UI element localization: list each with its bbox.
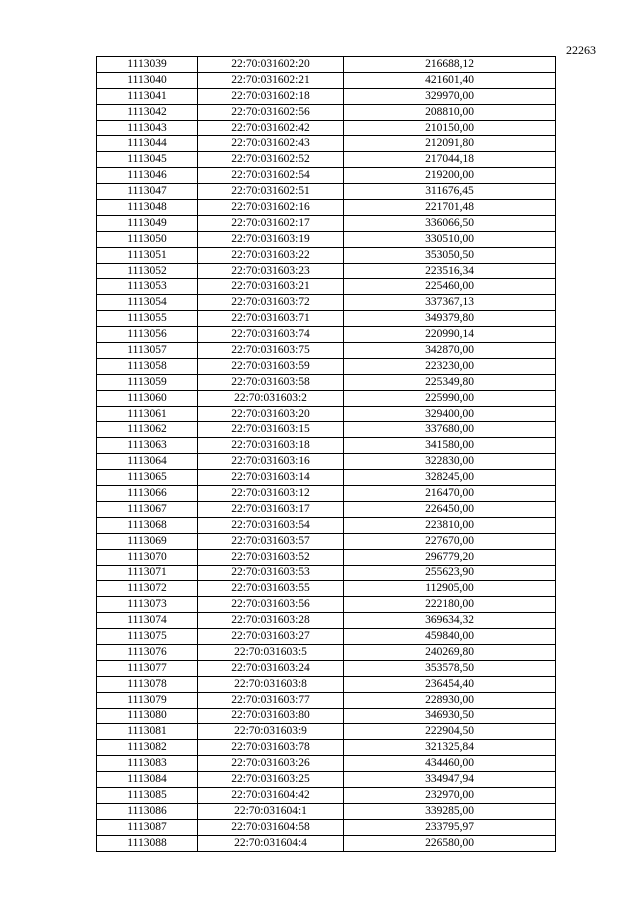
cadastral-value-cell: 225990,00 (344, 390, 556, 406)
cadastral-number-cell: 22:70:031602:18 (198, 88, 344, 104)
row-number-cell: 1113064 (97, 454, 198, 470)
row-number-cell: 1113046 (97, 168, 198, 184)
cadastral-value-cell: 219200,00 (344, 168, 556, 184)
cadastral-value-cell: 329400,00 (344, 406, 556, 422)
cadastral-number-cell: 22:70:031603:54 (198, 517, 344, 533)
table-row (97, 787, 556, 803)
cadastral-number-cell: 22:70:031603:23 (198, 263, 344, 279)
cadastral-value-cell: 233795,97 (344, 819, 556, 835)
cadastral-number-cell: 22:70:031603:15 (198, 422, 344, 438)
table-row (97, 152, 556, 168)
row-number-cell: 1113079 (97, 692, 198, 708)
cadastral-value-cell: 349379,80 (344, 311, 556, 327)
table-row (97, 184, 556, 200)
table-row (97, 613, 556, 629)
table-row (97, 104, 556, 120)
table-row (97, 581, 556, 597)
cadastral-value-cell: 222904,50 (344, 724, 556, 740)
row-number-cell: 1113050 (97, 231, 198, 247)
row-number-cell: 1113070 (97, 549, 198, 565)
row-number-cell: 1113051 (97, 247, 198, 263)
cadastral-value-cell: 421601,40 (344, 72, 556, 88)
table-row (97, 247, 556, 263)
cadastral-number-cell: 22:70:031602:21 (198, 72, 344, 88)
row-number-cell: 1113074 (97, 613, 198, 629)
cadastral-number-cell: 22:70:031602:42 (198, 120, 344, 136)
cadastral-number-cell: 22:70:031603:8 (198, 676, 344, 692)
table-row (97, 692, 556, 708)
cadastral-value-cell: 208810,00 (344, 104, 556, 120)
cadastral-value-cell: 334947,94 (344, 772, 556, 788)
row-number-cell: 1113086 (97, 803, 198, 819)
table-row (97, 708, 556, 724)
table-row (97, 279, 556, 295)
cadastral-number-cell: 22:70:031603:21 (198, 279, 344, 295)
cadastral-value-cell: 337367,13 (344, 295, 556, 311)
table-row (97, 565, 556, 581)
row-number-cell: 1113081 (97, 724, 198, 740)
cadastral-number-cell: 22:70:031603:58 (198, 374, 344, 390)
table-row (97, 660, 556, 676)
row-number-cell: 1113053 (97, 279, 198, 295)
table-row (97, 72, 556, 88)
cadastral-number-cell: 22:70:031603:59 (198, 358, 344, 374)
cadastral-number-cell: 22:70:031602:52 (198, 152, 344, 168)
row-number-cell: 1113044 (97, 136, 198, 152)
cadastral-value-cell: 222180,00 (344, 597, 556, 613)
table-row (97, 517, 556, 533)
cadastral-value-cell: 346930,50 (344, 708, 556, 724)
cadastral-number-cell: 22:70:031603:75 (198, 343, 344, 359)
cadastral-number-cell: 22:70:031602:43 (198, 136, 344, 152)
row-number-cell: 1113082 (97, 740, 198, 756)
cadastral-number-cell: 22:70:031603:80 (198, 708, 344, 724)
cadastral-value-cell: 227670,00 (344, 533, 556, 549)
cadastral-number-cell: 22:70:031603:19 (198, 231, 344, 247)
cadastral-number-cell: 22:70:031602:54 (198, 168, 344, 184)
cadastral-value-cell: 236454,40 (344, 676, 556, 692)
cadastral-number-cell: 22:70:031603:18 (198, 438, 344, 454)
table-row (97, 597, 556, 613)
row-number-cell: 1113058 (97, 358, 198, 374)
row-number-cell: 1113043 (97, 120, 198, 136)
table-row (97, 422, 556, 438)
row-number-cell: 1113042 (97, 104, 198, 120)
row-number-cell: 1113052 (97, 263, 198, 279)
row-number-cell: 1113049 (97, 215, 198, 231)
table-row (97, 454, 556, 470)
cadastral-value-cell: 311676,45 (344, 184, 556, 200)
row-number-cell: 1113073 (97, 597, 198, 613)
cadastral-number-cell: 22:70:031603:22 (198, 247, 344, 263)
cadastral-value-cell: 223230,00 (344, 358, 556, 374)
table-row (97, 374, 556, 390)
row-number-cell: 1113087 (97, 819, 198, 835)
cadastral-value-cell: 240269,80 (344, 644, 556, 660)
cadastral-value-cell: 223810,00 (344, 517, 556, 533)
cadastral-value-cell: 223516,34 (344, 263, 556, 279)
row-number-cell: 1113045 (97, 152, 198, 168)
table-row (97, 470, 556, 486)
cadastral-number-cell: 22:70:031603:9 (198, 724, 344, 740)
cadastral-value-cell: 337680,00 (344, 422, 556, 438)
row-number-cell: 1113066 (97, 486, 198, 502)
cadastral-value-cell: 226580,00 (344, 835, 556, 851)
cadastral-value-cell: 216470,00 (344, 486, 556, 502)
row-number-cell: 1113059 (97, 374, 198, 390)
cadastral-number-cell: 22:70:031603:27 (198, 629, 344, 645)
cadastral-number-cell: 22:70:031603:78 (198, 740, 344, 756)
row-number-cell: 1113063 (97, 438, 198, 454)
cadastral-value-cell: 353050,50 (344, 247, 556, 263)
cadastral-value-cell: 232970,00 (344, 787, 556, 803)
row-number-cell: 1113083 (97, 756, 198, 772)
table-row (97, 231, 556, 247)
table-row (97, 501, 556, 517)
cadastral-value-cell: 255623,90 (344, 565, 556, 581)
cadastral-number-cell: 22:70:031603:26 (198, 756, 344, 772)
cadastral-number-cell: 22:70:031603:72 (198, 295, 344, 311)
cadastral-value-cell: 459840,00 (344, 629, 556, 645)
cadastral-value-cell: 296779,20 (344, 549, 556, 565)
cadastral-value-cell: 221701,48 (344, 200, 556, 216)
cadastral-number-cell: 22:70:031603:77 (198, 692, 344, 708)
cadastral-number-cell: 22:70:031604:4 (198, 835, 344, 851)
table-row (97, 136, 556, 152)
row-number-cell: 1113069 (97, 533, 198, 549)
table-row (97, 533, 556, 549)
cadastral-value-cell: 225460,00 (344, 279, 556, 295)
table-row (97, 343, 556, 359)
cadastral-number-cell: 22:70:031603:56 (198, 597, 344, 613)
cadastral-value-cell: 220990,14 (344, 327, 556, 343)
table-row (97, 358, 556, 374)
table-row (97, 756, 556, 772)
cadastral-value-table (96, 56, 556, 852)
cadastral-value-cell: 226450,00 (344, 501, 556, 517)
row-number-cell: 1113048 (97, 200, 198, 216)
row-number-cell: 1113078 (97, 676, 198, 692)
cadastral-number-cell: 22:70:031603:52 (198, 549, 344, 565)
cadastral-number-cell: 22:70:031603:2 (198, 390, 344, 406)
table-row (97, 311, 556, 327)
row-number-cell: 1113080 (97, 708, 198, 724)
row-number-cell: 1113067 (97, 501, 198, 517)
table-row (97, 772, 556, 788)
table-row (97, 486, 556, 502)
table-row (97, 57, 556, 73)
row-number-cell: 1113076 (97, 644, 198, 660)
row-number-cell: 1113062 (97, 422, 198, 438)
cadastral-number-cell: 22:70:031602:16 (198, 200, 344, 216)
row-number-cell: 1113085 (97, 787, 198, 803)
table-row (97, 406, 556, 422)
table-row (97, 819, 556, 835)
cadastral-number-cell: 22:70:031604:58 (198, 819, 344, 835)
cadastral-number-cell: 22:70:031603:57 (198, 533, 344, 549)
table-row (97, 438, 556, 454)
table-row (97, 263, 556, 279)
cadastral-number-cell: 22:70:031603:12 (198, 486, 344, 502)
cadastral-value-cell: 339285,00 (344, 803, 556, 819)
cadastral-value-cell: 216688,12 (344, 57, 556, 73)
cadastral-value-cell: 369634,32 (344, 613, 556, 629)
row-number-cell: 1113075 (97, 629, 198, 645)
cadastral-value-cell: 330510,00 (344, 231, 556, 247)
table-row (97, 644, 556, 660)
cadastral-value-cell: 341580,00 (344, 438, 556, 454)
table-row (97, 327, 556, 343)
row-number-cell: 1113071 (97, 565, 198, 581)
cadastral-number-cell: 22:70:031602:56 (198, 104, 344, 120)
cadastral-value-cell: 217044,18 (344, 152, 556, 168)
row-number-cell: 1113060 (97, 390, 198, 406)
row-number-cell: 1113047 (97, 184, 198, 200)
cadastral-number-cell: 22:70:031603:5 (198, 644, 344, 660)
row-number-cell: 1113084 (97, 772, 198, 788)
cadastral-number-cell: 22:70:031602:20 (198, 57, 344, 73)
cadastral-number-cell: 22:70:031603:16 (198, 454, 344, 470)
table-row (97, 549, 556, 565)
table-row (97, 168, 556, 184)
cadastral-number-cell: 22:70:031603:20 (198, 406, 344, 422)
table-row (97, 629, 556, 645)
cadastral-number-cell: 22:70:031603:28 (198, 613, 344, 629)
table-row (97, 803, 556, 819)
row-number-cell: 1113065 (97, 470, 198, 486)
cadastral-value-cell: 328245,00 (344, 470, 556, 486)
cadastral-value-cell: 434460,00 (344, 756, 556, 772)
row-number-cell: 1113077 (97, 660, 198, 676)
table-row (97, 835, 556, 851)
cadastral-number-cell: 22:70:031603:53 (198, 565, 344, 581)
cadastral-number-cell: 22:70:031603:55 (198, 581, 344, 597)
cadastral-value-cell: 321325,84 (344, 740, 556, 756)
row-number-cell: 1113068 (97, 517, 198, 533)
table-row (97, 215, 556, 231)
cadastral-value-cell: 329970,00 (344, 88, 556, 104)
page-number: 22263 (566, 43, 596, 57)
row-number-cell: 1113088 (97, 835, 198, 851)
cadastral-number-cell: 22:70:031603:71 (198, 311, 344, 327)
cadastral-value-cell: 322830,00 (344, 454, 556, 470)
cadastral-value-cell: 112905,00 (344, 581, 556, 597)
table-row (97, 724, 556, 740)
row-number-cell: 1113041 (97, 88, 198, 104)
row-number-cell: 1113055 (97, 311, 198, 327)
cadastral-value-cell: 225349,80 (344, 374, 556, 390)
table-row (97, 88, 556, 104)
row-number-cell: 1113039 (97, 57, 198, 73)
table-body (97, 57, 556, 852)
table-row (97, 676, 556, 692)
table-row (97, 740, 556, 756)
cadastral-number-cell: 22:70:031602:17 (198, 215, 344, 231)
cadastral-value-cell: 342870,00 (344, 343, 556, 359)
cadastral-number-cell: 22:70:031603:25 (198, 772, 344, 788)
row-number-cell: 1113061 (97, 406, 198, 422)
cadastral-number-cell: 22:70:031602:51 (198, 184, 344, 200)
cadastral-number-cell: 22:70:031603:14 (198, 470, 344, 486)
table-row (97, 200, 556, 216)
row-number-cell: 1113057 (97, 343, 198, 359)
cadastral-number-cell: 22:70:031603:24 (198, 660, 344, 676)
cadastral-number-cell: 22:70:031603:17 (198, 501, 344, 517)
cadastral-value-cell: 228930,00 (344, 692, 556, 708)
cadastral-value-cell: 212091,80 (344, 136, 556, 152)
row-number-cell: 1113056 (97, 327, 198, 343)
cadastral-value-cell: 336066,50 (344, 215, 556, 231)
row-number-cell: 1113054 (97, 295, 198, 311)
cadastral-number-cell: 22:70:031604:1 (198, 803, 344, 819)
cadastral-value-cell: 353578,50 (344, 660, 556, 676)
table-row (97, 120, 556, 136)
row-number-cell: 1113072 (97, 581, 198, 597)
table-row (97, 295, 556, 311)
row-number-cell: 1113040 (97, 72, 198, 88)
cadastral-value-cell: 210150,00 (344, 120, 556, 136)
cadastral-number-cell: 22:70:031603:74 (198, 327, 344, 343)
cadastral-number-cell: 22:70:031604:42 (198, 787, 344, 803)
table-row (97, 390, 556, 406)
